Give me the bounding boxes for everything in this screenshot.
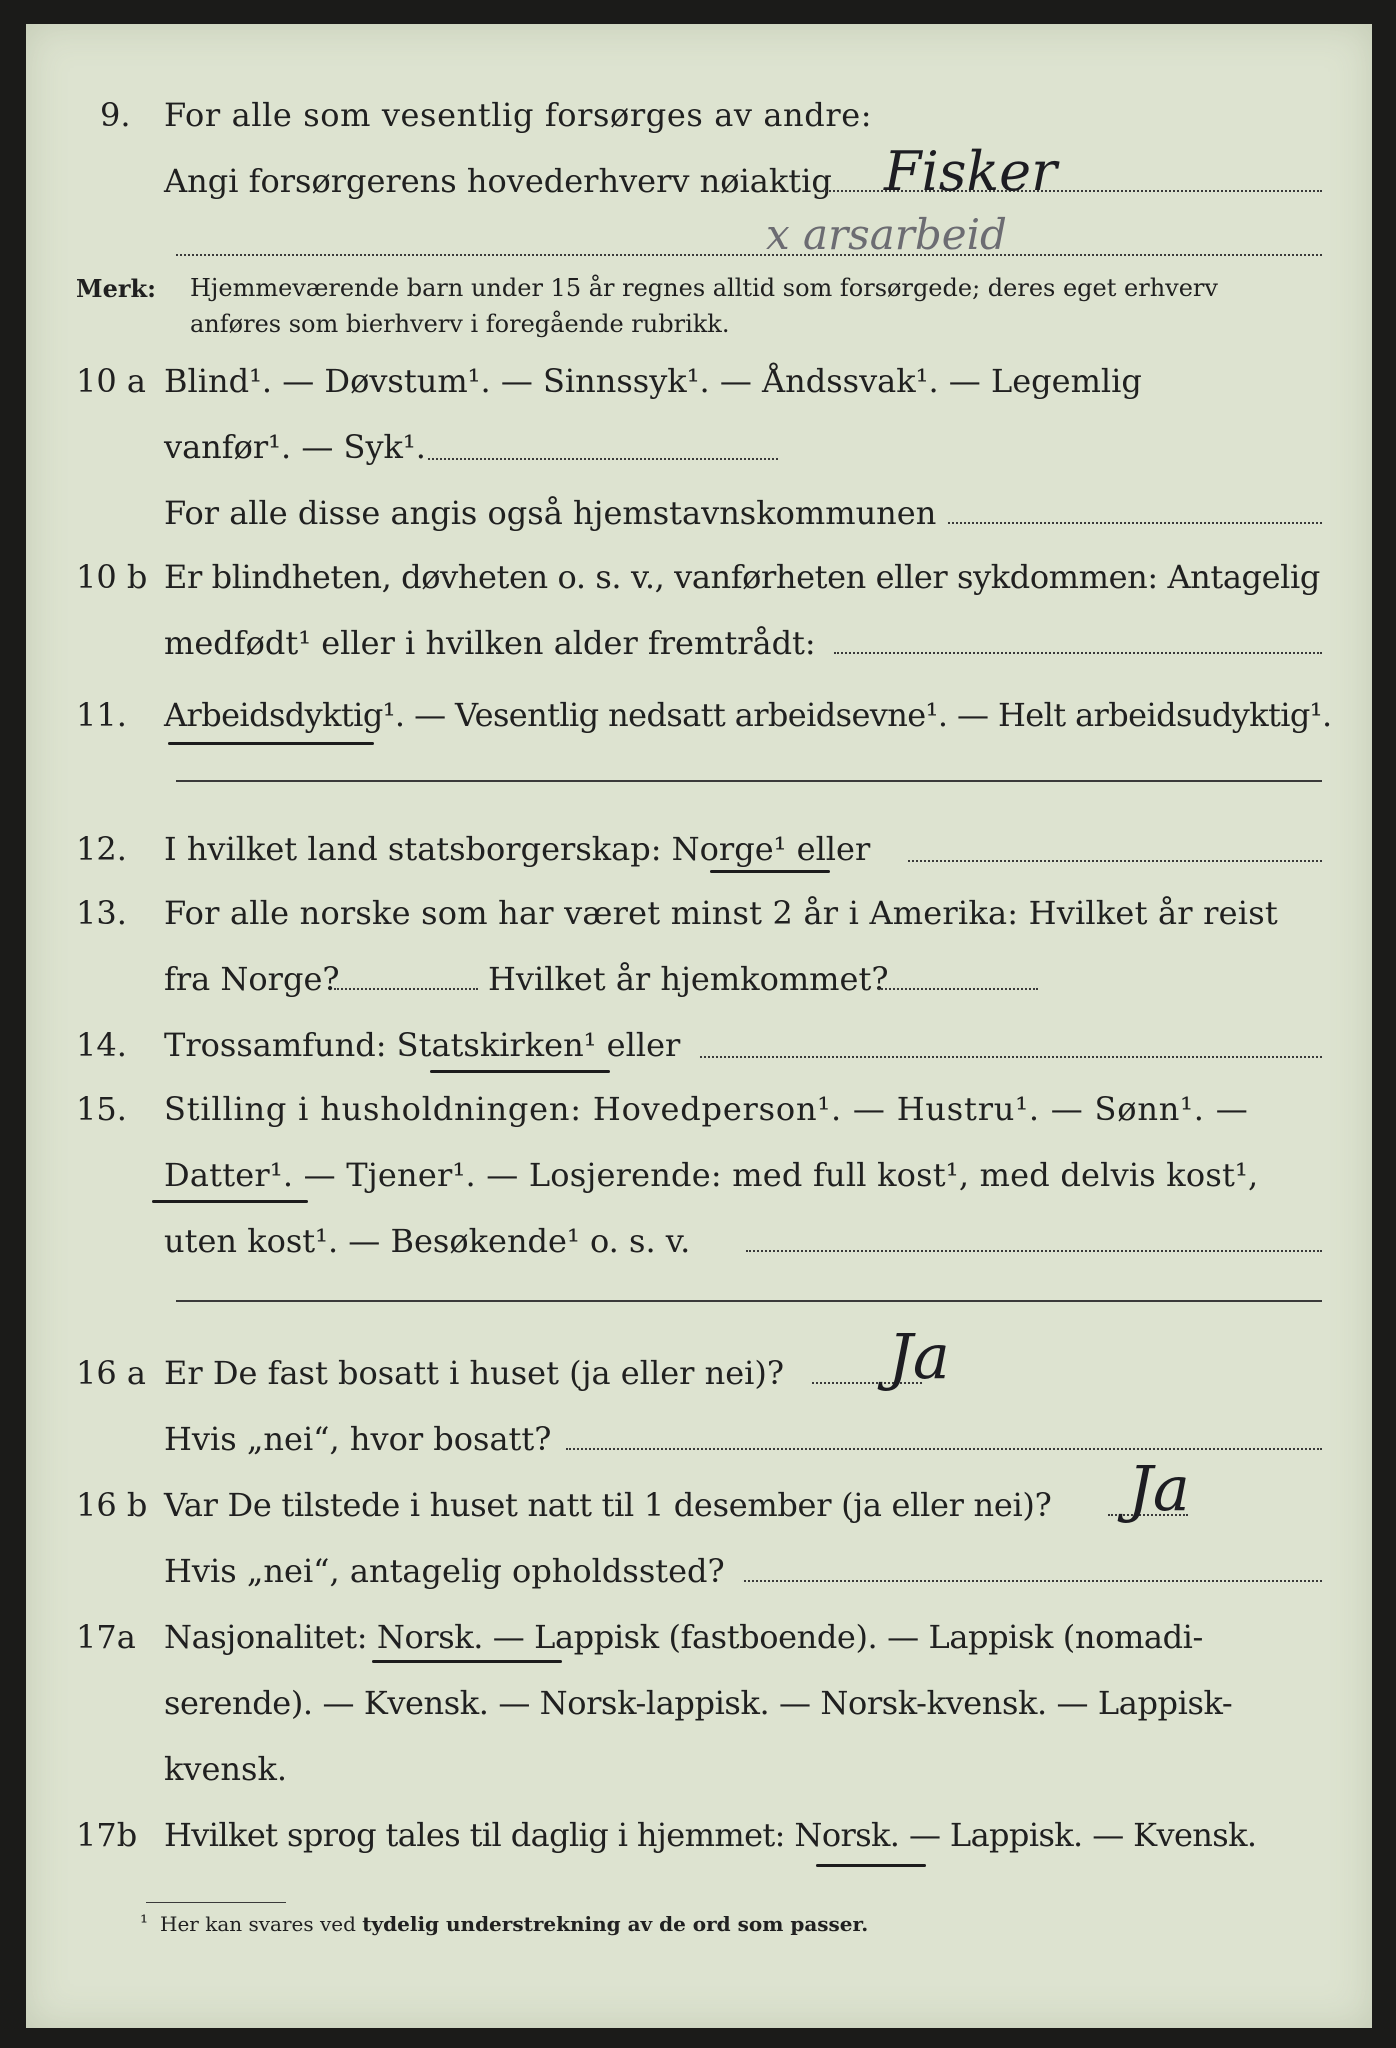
q12-line1: I hvilket land statsborgerskap: Norge¹ eller	[164, 830, 871, 868]
footnote-mark: ¹	[140, 1910, 149, 1934]
q14-underline-statskirken	[430, 1070, 610, 1073]
q17a-line1: Nasjonalitet: Norsk. — Lappisk (fastboende). — Lappisk (nomadi-	[164, 1618, 1203, 1656]
q15-number: 15.	[76, 1090, 127, 1128]
footnote-text-bold: tydelig understrekning av de ord som passer.	[362, 1912, 869, 1936]
q10a-answer-line	[428, 458, 778, 460]
q9-answer-line-2	[176, 254, 1322, 256]
q16a-line1: Er De fast bosatt i huset (ja eller nei)?	[164, 1354, 785, 1392]
q11-underline-arbeidsdyktig	[168, 742, 374, 745]
q12-underline-norge	[710, 870, 830, 873]
q13-line2b: Hvilket år hjemkommet?	[488, 960, 889, 998]
q14-line1: Trossamfund: Statskirken¹ eller	[164, 1026, 681, 1064]
q9-number: 9.	[100, 96, 131, 134]
q15-line3: uten kost¹. — Besøkende¹ o. s. v.	[164, 1222, 691, 1260]
q15-underline-datter	[152, 1200, 308, 1203]
merk-label: Merk:	[76, 274, 156, 303]
q17b-number: 17b	[76, 1816, 138, 1854]
q15-line2: Datter¹. — Tjener¹. — Losjerende: med full kost¹, med delvis kost¹,	[164, 1156, 1259, 1194]
q10a-line3: For alle disse angis også hjemstavnskommunen	[164, 494, 937, 532]
q17b-line1: Hvilket sprog tales til daglig i hjemmet: Norsk. — Lappisk. — Kvensk.	[164, 1816, 1257, 1854]
q17a-line3: kvensk.	[164, 1750, 287, 1788]
footnote-text-normal: Her kan svares ved	[160, 1912, 356, 1936]
footnote-text	[160, 1912, 868, 1936]
q15-line1: Stilling i husholdningen: Hovedperson¹. — Hustru¹. — Sønn¹. —	[164, 1090, 1249, 1128]
q14-number: 14.	[76, 1026, 127, 1064]
q16b-answer-handwritten: Ja	[1128, 1452, 1190, 1525]
q16b-where-line	[744, 1580, 1322, 1582]
q13-line2a: fra Norge?	[164, 960, 340, 998]
q10b-line2: medfødt¹ eller i hvilken alder fremtrådt:	[164, 624, 816, 662]
q13-year-left-line	[334, 988, 478, 990]
q16b-number: 16 b	[76, 1486, 148, 1524]
q10b-number: 10 b	[76, 558, 148, 596]
q10b-answer-line	[834, 652, 1322, 654]
q13-number: 13.	[76, 894, 127, 932]
q16b-line2: Hvis „nei“, antagelig opholdssted?	[164, 1552, 725, 1590]
q11-answer-line	[176, 780, 1322, 782]
q17a-number: 17a	[76, 1618, 136, 1656]
q12-answer-line	[908, 860, 1322, 862]
merk-line1: Hjemmeværende barn under 15 år regnes alltid som forsørgede; deres eget erhverv	[190, 274, 1218, 302]
q10a-hometown-line	[948, 522, 1322, 524]
q11-number: 11.	[76, 696, 127, 734]
merk-line2: anføres som bierhverv i foregående rubrikk.	[190, 310, 730, 338]
q14-answer-line	[700, 1056, 1322, 1058]
q13-line1: For alle norske som har været minst 2 år i Amerika: Hvilket år reist	[164, 894, 1278, 932]
q17b-underline-norsk	[816, 1864, 926, 1867]
q9-answer-handwritten: Fisker	[884, 140, 1057, 203]
q12-number: 12.	[76, 830, 127, 868]
q16b-line1: Var De tilstede i huset natt til 1 desember (ja eller nei)?	[164, 1486, 1052, 1524]
q16a-answer-handwritten: Ja	[888, 1320, 950, 1393]
q16a-line2: Hvis „nei“, hvor bosatt?	[164, 1420, 552, 1458]
q17a-line2: serende). — Kvensk. — Norsk-lappisk. — Norsk-kvensk. — Lappisk-	[164, 1684, 1233, 1722]
q16a-where-line	[566, 1448, 1322, 1450]
q15-answer-line	[746, 1250, 1322, 1252]
q9-line1: For alle som vesentlig forsørges av andre:	[164, 96, 873, 134]
census-form-page	[26, 24, 1372, 2028]
q9-answer-handwritten-2: x arsarbeid	[766, 210, 1007, 259]
q10b-line1: Er blindheten, døvheten o. s. v., vanførheten eller sykdommen: Antagelig	[164, 558, 1320, 596]
q17a-underline-norsk	[372, 1660, 562, 1663]
q16a-number: 16 a	[76, 1354, 146, 1392]
q15-answer-line-2	[176, 1300, 1322, 1302]
footnote-rule	[146, 1902, 286, 1903]
q11-line1: Arbeidsdyktig¹. — Vesentlig nedsatt arbeidsevne¹. — Helt arbeidsudyktig¹.	[164, 696, 1332, 734]
q10a-line1: Blind¹. — Døvstum¹. — Sinnssyk¹. — Åndssvak¹. — Legemlig	[164, 362, 1142, 400]
q10a-number: 10 a	[76, 362, 146, 400]
q13-year-returned-line	[878, 988, 1038, 990]
q9-line2: Angi forsørgerens hovederhverv nøiaktig	[164, 162, 832, 200]
q10a-line2: vanfør¹. — Syk¹.	[164, 428, 426, 466]
